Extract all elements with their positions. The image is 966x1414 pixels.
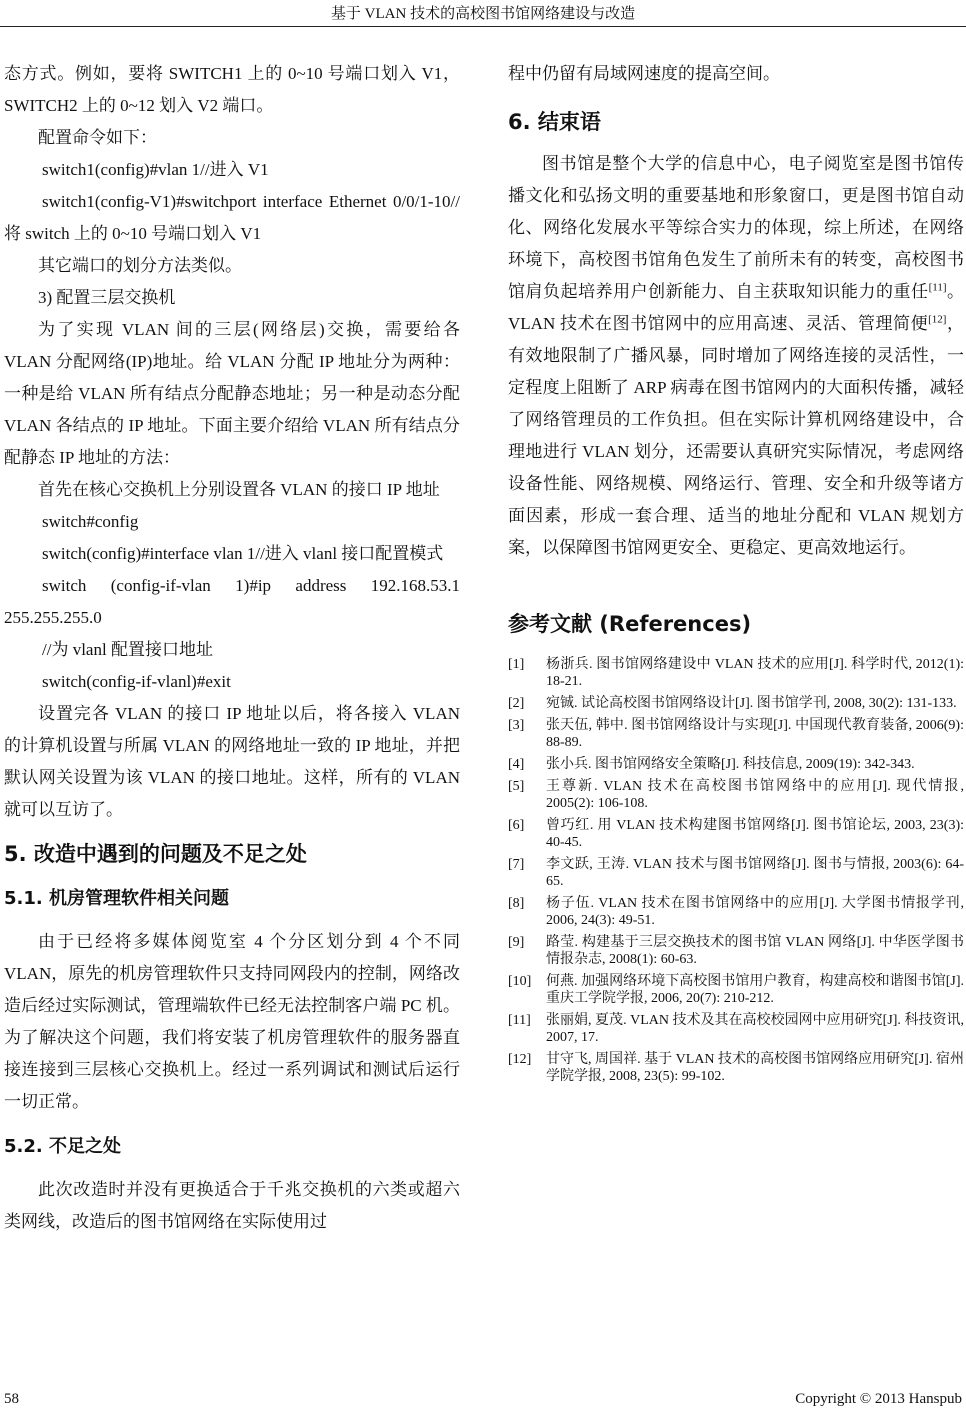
command-line: switch(config)#interface vlan 1//进入 vlanl 接口配置模式 [42, 544, 444, 563]
reference-item [508, 1051, 964, 1085]
left-column [4, 58, 460, 1238]
paragraph-text: ，有效地限制了广播风暴，同时增加了网络连接的灵活性，一定程度上阻断了 ARP 病毒在图书馆网内的大面积传播，减轻了网络管理员的工作负担。但在实际计算机网络建设中，合理地进行 VLAN 划分，还需要认真研究实际情况，考虑网络设备性能、网络规模、网络运行、管理、安全和升级等诸方面因素，形成一套合理、适当的地址分配和 VLAN 规划方案，以保障图书馆网更安全、更稳定、更高效地运行。 [508, 314, 964, 557]
paragraph: 程中仍留有局域网速度的提高空间。 [508, 64, 780, 83]
page-number: 58 [4, 1391, 19, 1407]
reference-number: [12] [508, 1052, 532, 1067]
paragraph: 设置完各 VLAN 的接口 IP 地址以后，将各接入 VLAN 的计算机设置与所属 VLAN 的网络地址一致的 IP 地址，并把默认网关设置为该 VLAN 的接口地址。这样，所有的 VLAN 就可以互访了。 [4, 704, 460, 819]
command-line: switch#config [42, 512, 139, 531]
reference-item [508, 778, 964, 812]
paragraph: 态方式。例如，要将 SWITCH1 上的 0~10 号端口划入 V1，SWITCH2 上的 0~12 划入 V2 端口。 [4, 64, 460, 115]
reference-text: 杨子伍. VLAN 技术在图书馆网络中的应用[J]. 大学图书情报学刊, 2006, 24(3): 49-51. [546, 896, 964, 928]
section-heading: 6. 结束语 [508, 110, 601, 134]
reference-item [508, 717, 964, 751]
header-rule [0, 26, 966, 27]
reference-number: [8] [508, 896, 525, 911]
reference-item [508, 656, 964, 690]
reference-item [508, 973, 964, 1007]
citation-superscript: [12] [928, 313, 947, 326]
reference-text: 张小兵. 图书馆网络安全策略[J]. 科技信息, 2009(19): 342-343. [546, 757, 915, 772]
reference-number: [7] [508, 857, 525, 872]
reference-list [508, 656, 964, 1085]
reference-text: 杨浙兵. 图书馆网络建设中 VLAN 技术的应用[J]. 科学时代, 2012(1): 18-21. [546, 657, 964, 689]
reference-text: 路莹. 构建基于三层交换技术的图书馆 VLAN 网络[J]. 中华医学图书情报杂志, 2008(1): 60-63. [546, 935, 964, 967]
paragraph: 3) 配置三层交换机 [38, 288, 176, 307]
reference-item [508, 895, 964, 929]
reference-item [508, 817, 964, 851]
reference-number: [1] [508, 657, 525, 672]
reference-item [508, 1012, 964, 1046]
reference-text: 何燕. 加强网络环境下高校图书馆用户教育，构建高校和谐图书馆[J]. 重庆工学院学报, 2006, 20(7): 210-212. [546, 974, 964, 1006]
reference-number: [5] [508, 779, 525, 794]
section-heading: 5. 改造中遇到的问题及不足之处 [4, 842, 307, 866]
reference-number: [2] [508, 696, 525, 711]
reference-number: [6] [508, 818, 525, 833]
copyright-notice: Copyright © 2013 Hanspub [795, 1391, 962, 1407]
references-heading: 参考文献 (References) [508, 612, 752, 636]
reference-text: 甘守飞, 周国祥. 基于 VLAN 技术的高校图书馆网络应用研究[J]. 宿州学院学报, 2008, 23(5): 99-102. [546, 1052, 964, 1084]
reference-text: 曾巧红. 用 VLAN 技术构建图书馆网络[J]. 图书馆论坛, 2003, 23(3): 40-45. [546, 818, 964, 850]
reference-item [508, 756, 964, 773]
paragraph-text: 图书馆是整个大学的信息中心，电子阅览室是图书馆传播文化和弘扬文明的重要基地和形象窗口，更是图书馆自动化、网络化发展水平等综合实力的体现，综上所述，在网络环境下，高校图书馆角色发生了前所未有的转变，高校图书馆肩负起培养用户创新能力、自主获取知识能力的重任 [508, 154, 964, 301]
command-line: switch (config-if-vlan 1)#ip address 192.168.53.1 255.255.255.0 [4, 576, 460, 627]
paragraph: 此次改造时并没有更换适合于千兆交换机的六类或超六类网线，改造后的图书馆网络在实际使用过 [4, 1180, 460, 1231]
reference-text: 张丽娟, 夏茂. VLAN 技术及其在高校校园网中应用研究[J]. 科技资讯, 2007, 17. [546, 1013, 964, 1045]
command-line: switch1(config)#vlan 1//进入 V1 [42, 160, 269, 179]
paragraph: 配置命令如下： [38, 128, 157, 147]
paragraph [508, 148, 964, 564]
subsection-heading: 5.1. 机房管理软件相关问题 [4, 888, 229, 909]
paragraph-text: 。VLAN 技术在图书馆网中的应用高速、灵活、管理简便 [508, 282, 965, 333]
paragraph: 由于已经将多媒体阅览室 4 个分区划分到 4 个不同 VLAN，原先的机房管理软件只支持同网段内的控制，网络改造后经过实际测试，管理端软件已经无法控制客户端 PC 机。为了解决这个问题，我们将安装了机房管理软件的服务器直接连接到三层核心交换机上。经过一系列调试和测试后运行一切正常。 [4, 932, 460, 1111]
command-line: switch1(config-V1)#switchport interface Ethernet 0/0/1-10//将 switch 上的 0~10 号端口划入 V1 [4, 192, 460, 243]
paragraph: 首先在核心交换机上分别设置各 VLAN 的接口 IP 地址 [38, 480, 440, 499]
reference-text: 宛铖. 试论高校图书馆网络设计[J]. 图书馆学刊, 2008, 30(2): 131-133. [546, 696, 957, 711]
command-line: //为 vlanl 配置接口地址 [42, 640, 213, 659]
citation-superscript: [11] [928, 281, 947, 294]
reference-text: 李文跃, 王涛. VLAN 技术与图书馆网络[J]. 图书与情报, 2003(6): 64-65. [546, 857, 964, 889]
reference-item [508, 934, 964, 968]
reference-number: [10] [508, 974, 532, 989]
reference-number: [11] [508, 1013, 531, 1028]
running-header: 基于 VLAN 技术的高校图书馆网络建设与改造 [330, 6, 636, 22]
reference-item [508, 856, 964, 890]
right-column [508, 58, 964, 1090]
reference-text: 王尊新. VLAN 技术在高校图书馆网络中的应用[J]. 现代情报, 2005(2): 106-108. [546, 779, 964, 811]
reference-item [508, 695, 964, 712]
reference-number: [4] [508, 757, 525, 772]
command-line: switch(config-if-vlanl)#exit [42, 672, 231, 691]
reference-number: [9] [508, 935, 525, 950]
reference-number: [3] [508, 718, 525, 733]
paragraph: 为了实现 VLAN 间的三层(网络层)交换，需要给各 VLAN 分配网络(IP)地址。给 VLAN 分配 IP 地址分为两种：一种是给 VLAN 所有结点分配静态地址；另一种是动态分配 VLAN 各结点的 IP 地址。下面主要介绍给 VLAN 所有结点分配静态 IP 地址的方法： [4, 320, 460, 467]
reference-text: 张天伍, 韩中. 图书馆网络设计与实现[J]. 中国现代教育装备, 2006(9): 88-89. [546, 718, 964, 750]
subsection-heading: 5.2. 不足之处 [4, 1136, 121, 1157]
paragraph: 其它端口的划分方法类似。 [38, 256, 242, 275]
